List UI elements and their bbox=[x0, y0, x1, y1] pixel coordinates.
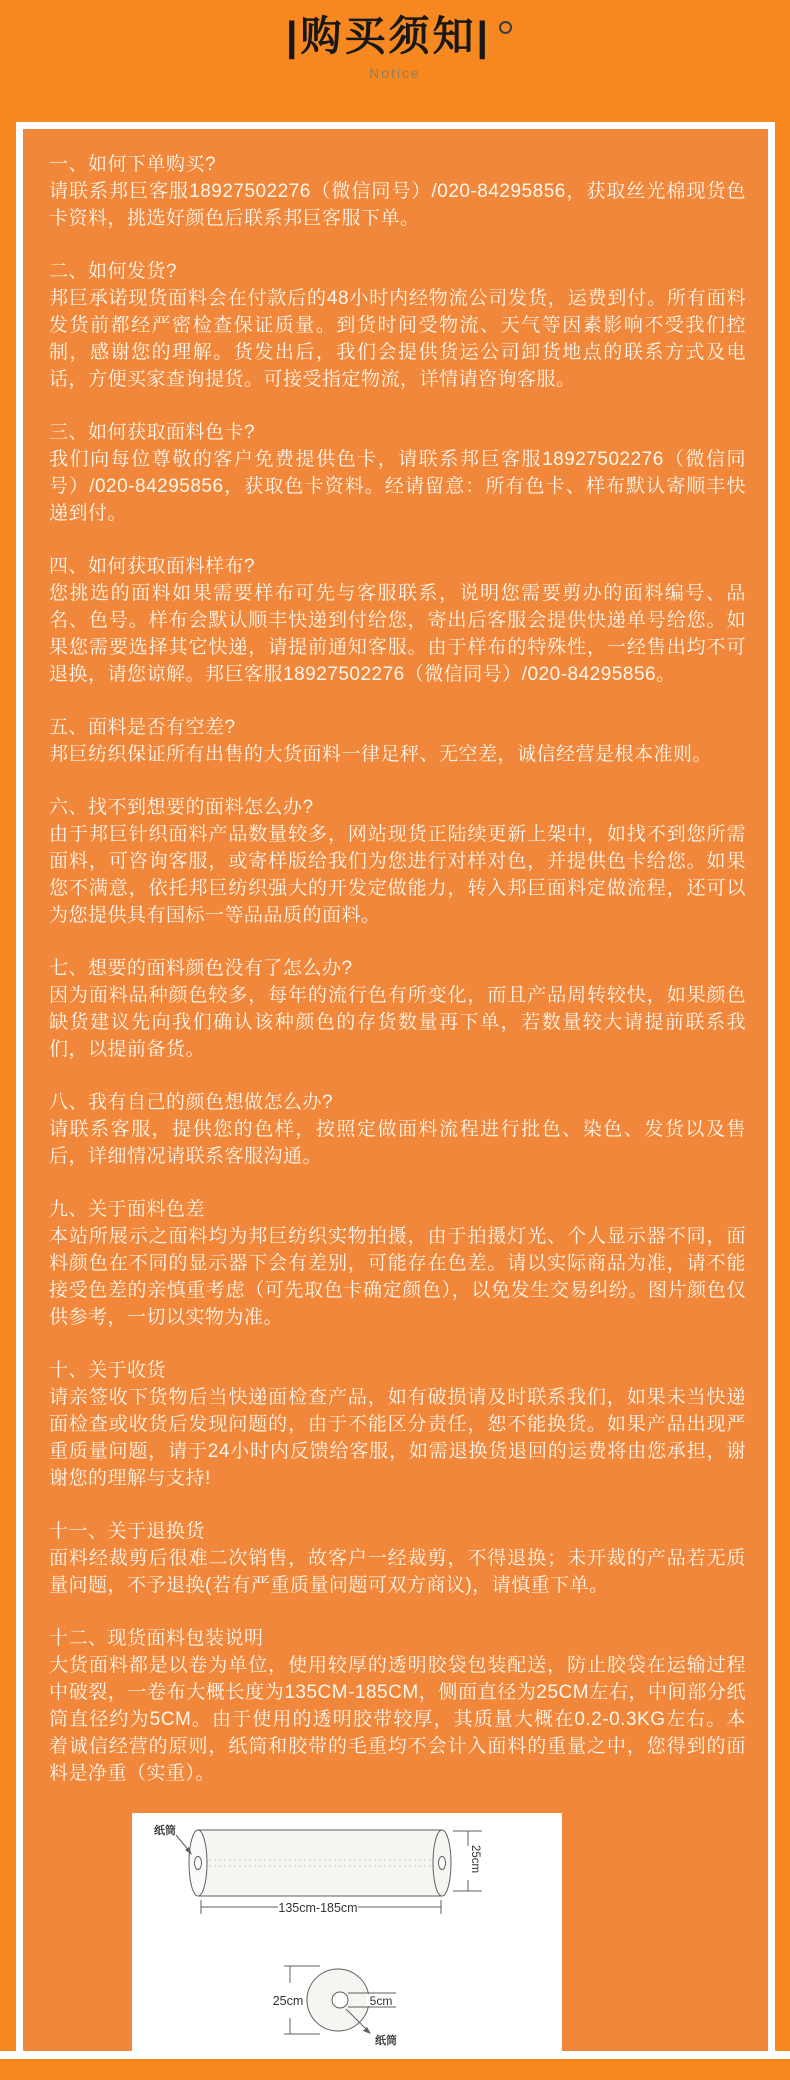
roll-body bbox=[198, 1830, 442, 1896]
notice-section bbox=[49, 1089, 746, 1170]
section-body: 您挑选的面料如果需要样布可先与客服联系，说明您需要剪办的面料编号、品名、色号。样布会默认顺丰快递到付给您，寄出后客服会提供快递单号给您。如果您需要选择其它快递，请提前通知客服。由于样布的特殊性，一经售出均不可退换，请您谅解。邦巨客服18927502276（微信同号）/020-84295856。 bbox=[49, 583, 746, 685]
section-heading: 四、如何获取面料样布? bbox=[49, 556, 256, 577]
section-body: 由于邦巨针织面料产品数量较多，网站现货正陆续更新上架中，如找不到您所需面料，可咨询客服，或寄样版给我们为您进行对样对色，并提供色卡给您。如果您不满意，依托邦巨纺织强大的开发定做能力，转入邦巨面料定做流程，还可以为您提供具有国标一等品品质的面料。 bbox=[49, 824, 746, 926]
front-core-label: 5cm bbox=[369, 1994, 393, 2008]
section-heading: 三、如何获取面料色卡? bbox=[49, 422, 256, 443]
notice-section bbox=[49, 1625, 746, 1787]
header bbox=[0, 14, 790, 81]
section-body: 大货面料都是以卷为单位，使用较厚的透明胶袋包装配送，防止胶袋在运输过程中破裂，一卷布大概长度为135CM-185CM，侧面直径为25CM左右，中间部分纸筒直径约为5CM。由于使用的透明胶带较厚，其质量大概在0.2-0.3KG左右。本着诚信经营的原则，纸筒和胶带的毛重均不会计入面料的重量之中，您得到的面料是净重（实重）。 bbox=[49, 1655, 746, 1784]
page-title bbox=[286, 14, 504, 59]
side-diameter-label: 25cm bbox=[469, 1844, 481, 1874]
section-heading: 八、我有自己的颜色想做怎么办? bbox=[49, 1092, 334, 1113]
section-heading: 六、找不到想要的面料怎么办? bbox=[49, 797, 314, 818]
front-tube-callout-arrowhead bbox=[363, 2027, 371, 2034]
notice-section bbox=[49, 1357, 746, 1492]
footer-divider bbox=[0, 2051, 790, 2059]
notice-section bbox=[49, 419, 746, 527]
section-body: 面料经裁剪后很难二次销售，故客户一经裁剪，不得退换；未开裁的产品若无质量问题，不予退换(若有严重质量问题可双方商议)，请慎重下单。 bbox=[49, 1548, 746, 1596]
notice-section bbox=[49, 1196, 746, 1331]
notice-section bbox=[49, 258, 746, 393]
section-heading: 七、想要的面料颜色没有了怎么办? bbox=[49, 958, 353, 979]
roll-left-core-hole bbox=[195, 1857, 202, 1870]
roll-end-core-hole bbox=[332, 1992, 348, 2008]
section-heading: 十一、关于退换货 bbox=[49, 1521, 206, 1542]
section-heading: 五、面料是否有空差? bbox=[49, 717, 236, 738]
side-length-label: 135cm-185cm bbox=[278, 1901, 358, 1915]
notice-section bbox=[49, 1518, 746, 1599]
section-heading: 一、如何下单购买? bbox=[49, 154, 217, 175]
page-title-text: |购买须知| bbox=[286, 13, 491, 59]
notice-section bbox=[49, 955, 746, 1063]
section-body: 邦巨纺织保证所有出售的大货面料一律足秤、无空差，诚信经营是根本准则。 bbox=[49, 744, 713, 765]
section-body: 邦巨承诺现货面料会在付款后的48小时内经物流公司发货，运费到付。所有面料发货前都经严密检查保证质量。到货时间受物流、天气等因素影响不受我们控制，感谢您的理解。货发出后，我们会提供货运公司卸货地点的联系方式及电话，方便买家查询提货。可接受指定物流，详情请咨询客服。 bbox=[49, 288, 746, 390]
side-tube-label: 纸筒 bbox=[154, 1825, 176, 1837]
section-body: 我们向每位尊敬的客户免费提供色卡，请联系邦巨客服18927502276（微信同号）/020-84295856，获取色卡资料。经请留意：所有色卡、样布默认寄顺丰快递到付。 bbox=[49, 449, 746, 524]
packaging-diagram-box bbox=[132, 1813, 562, 2053]
sections-list bbox=[49, 151, 746, 1787]
section-body: 因为面料品种颜色较多，每年的流行色有所变化，而且产品周转较快，如果颜色缺货建议先向我们确认该种颜色的存货数量再下单，若数量较大请提前联系我们，以提前备货。 bbox=[49, 985, 746, 1060]
notice-section bbox=[49, 714, 746, 768]
front-diameter-label: 25cm bbox=[272, 1994, 304, 2008]
section-body: 本站所展示之面料均为邦巨纺织实物拍摄，由于拍摄灯光、个人显示器不同，面料颜色在不同的显示器下会有差别，可能存在色差。请以实际商品为准，请不能接受色差的亲慎重考虑（可先取色卡确定颜色），以免发生交易纠纷。图片颜色仅供参考，一切以实物为准。 bbox=[49, 1226, 746, 1328]
section-heading: 十、关于收货 bbox=[49, 1360, 167, 1381]
degree-ring-icon bbox=[499, 21, 512, 34]
notice-section bbox=[49, 553, 746, 688]
notice-section bbox=[49, 151, 746, 232]
roll-right-core-hole bbox=[439, 1857, 446, 1870]
notice-section bbox=[49, 794, 746, 929]
section-heading: 十二、现货面料包装说明 bbox=[49, 1628, 264, 1649]
section-body: 请联系邦巨客服18927502276（微信同号）/020-84295856，获取丝光棉现货色卡资料，挑选好颜色后联系邦巨客服下单。 bbox=[49, 181, 746, 229]
section-heading: 二、如何发货? bbox=[49, 261, 178, 282]
notice-panel bbox=[16, 122, 775, 2051]
section-body: 请联系客服，提供您的色样，按照定做面料流程进行批色、染色、发货以及售后，详细情况请联系客服沟通。 bbox=[49, 1119, 746, 1167]
page-subtitle: Notice bbox=[369, 65, 421, 82]
packaging-diagram bbox=[132, 1813, 562, 2053]
section-body: 请亲签收下货物后当快递面检查产品，如有破损请及时联系我们，如果未当快递面检查或收货后发现问题的，由于不能区分责任，恕不能换货。如果产品出现严重质量问题，请于24小时内反馈给客服，如需退换货退回的运费将由您承担，谢谢您的理解与支持! bbox=[49, 1387, 746, 1489]
section-heading: 九、关于面料色差 bbox=[49, 1199, 206, 1220]
front-tube-label: 纸筒 bbox=[375, 2035, 397, 2047]
